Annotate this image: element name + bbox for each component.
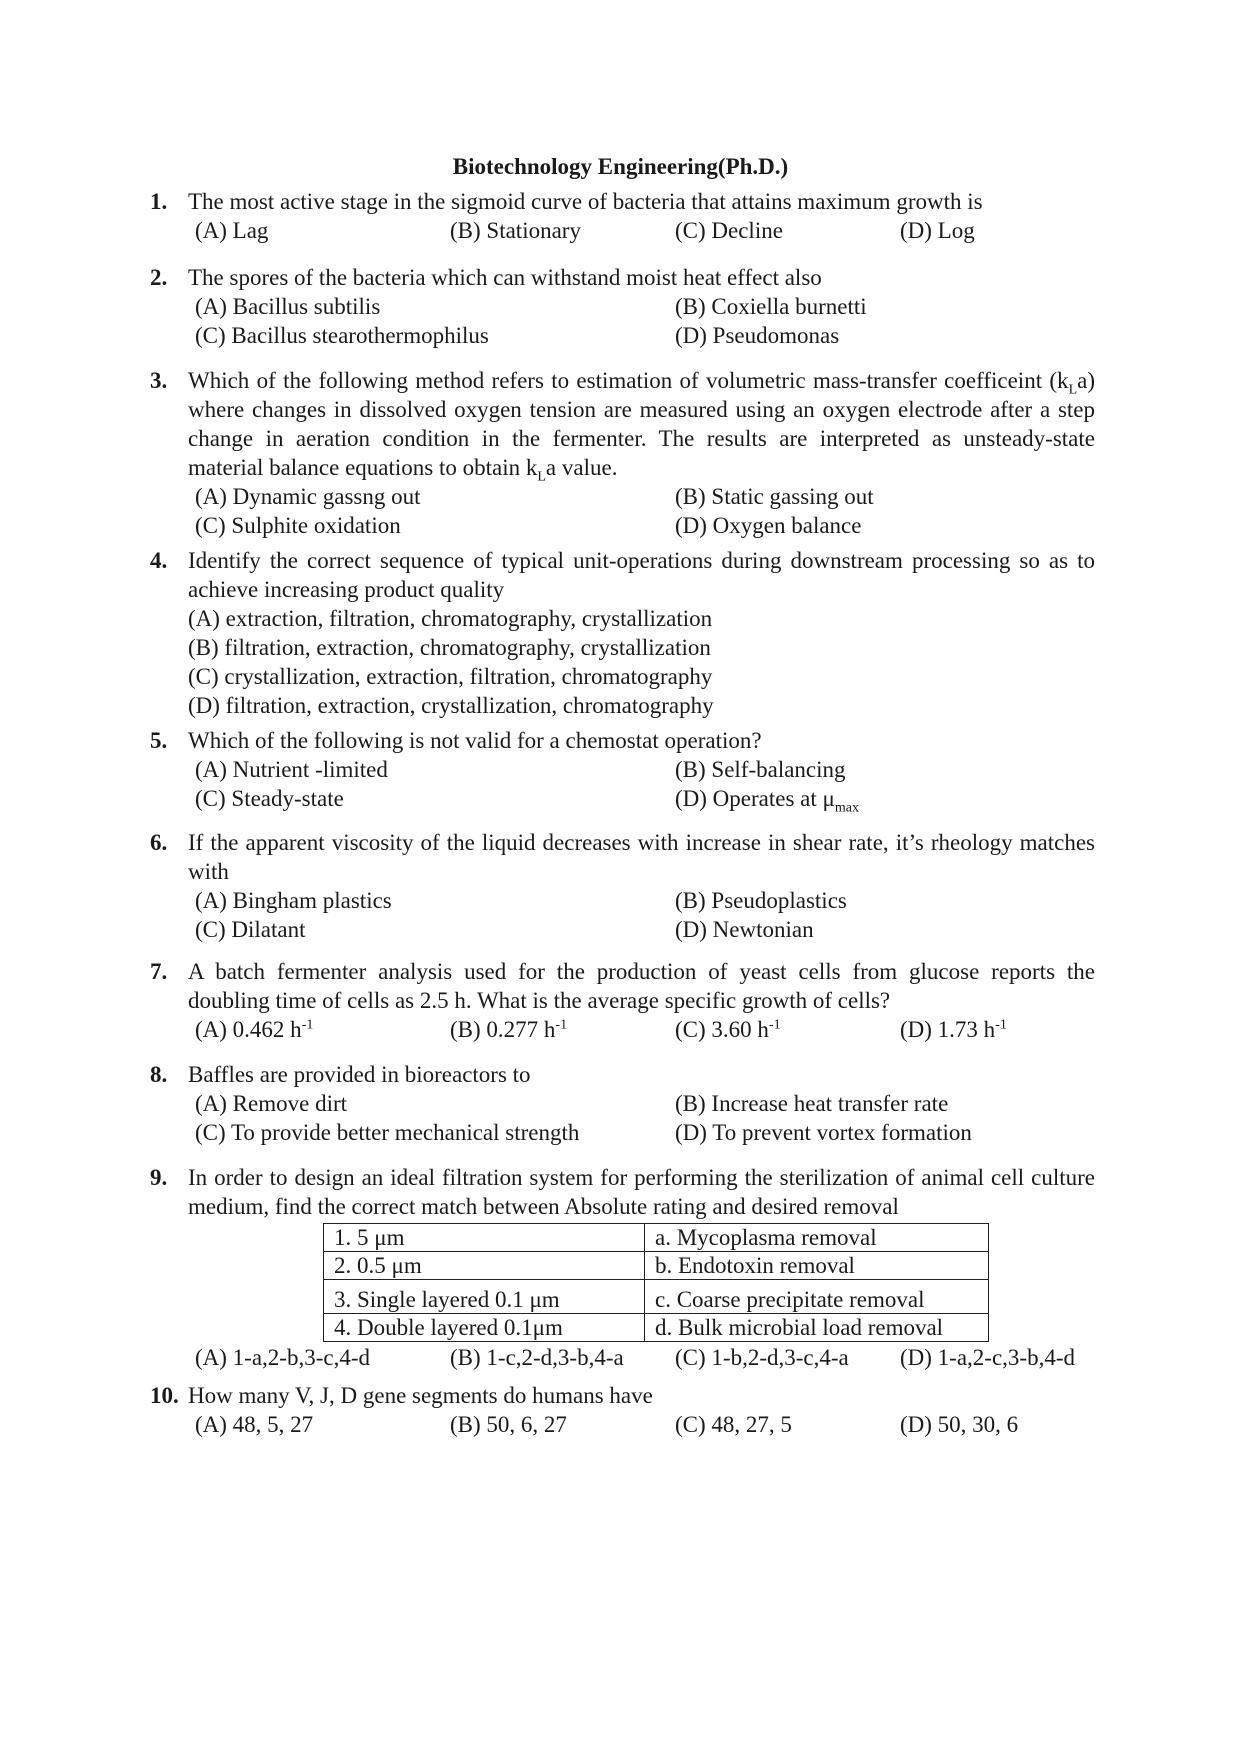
question-text: Identify the correct sequence of typical unit-operations during downstream processing so as to achieve increasing product quality <box>188 548 1095 602</box>
question-10 <box>150 1381 1095 1439</box>
option-b[interactable]: (B) 0.277 $h^{-1}$ <box>450 1017 568 1042</box>
option-c[interactable]: (C) crystallization, extraction, filtration, chromatography <box>188 664 713 689</box>
option-a[interactable]: (A) Bingham plastics <box>195 888 392 913</box>
options-row <box>195 915 1095 944</box>
option-c[interactable]: (C) Dilatant <box>195 917 306 942</box>
options-row <box>195 886 1095 915</box>
question-4 <box>150 546 1095 720</box>
option-d[interactable]: (D) 50, 30, 6 <box>900 1412 1019 1437</box>
options-row <box>195 292 1095 321</box>
option-b[interactable]: (B) 50, 6, 27 <box>450 1412 567 1437</box>
option-d[interactable]: (D) Pseudomonas <box>675 323 840 348</box>
options-row <box>195 1089 1095 1118</box>
question-text: The spores of the bacteria which can withstand moist heat effect also <box>188 265 822 290</box>
page-title: Biotechnology Engineering(Ph.D.) <box>452 154 789 179</box>
option-b[interactable]: (B) Coxiella burnetti <box>675 294 867 319</box>
option-c[interactable]: (C) 1-b,2-d,3-c,4-a <box>675 1345 849 1370</box>
table-row <box>324 1252 989 1280</box>
option-a[interactable]: (A) Lag <box>195 218 269 243</box>
match-table <box>323 1223 989 1342</box>
option-c[interactable]: (C) To provide better mechanical strength <box>195 1120 580 1145</box>
question-8 <box>150 1060 1095 1147</box>
question-text: Baffles are provided in bioreactors to <box>188 1062 531 1087</box>
options-row <box>195 482 1095 511</box>
option-b[interactable]: (B) Static gassing out <box>675 484 874 509</box>
table-cell: c. Coarse precipitate removal <box>645 1280 989 1314</box>
options-list <box>188 604 1095 720</box>
table-row <box>324 1314 989 1342</box>
question-number: 8. <box>150 1062 168 1087</box>
option-d[interactable]: (D) Operates at $\mu_{max}$ <box>675 786 859 816</box>
option-c[interactable]: (C) 48, 27, 5 <box>675 1412 792 1437</box>
table-cell: 1. 5 μm <box>324 1224 645 1252</box>
table-cell: 4. Double layered 0.1μm <box>324 1314 645 1342</box>
options-row <box>195 1343 1095 1372</box>
option-a[interactable]: (A) Dynamic gassng out <box>195 484 421 509</box>
question-number: 7. <box>150 959 168 984</box>
option-b[interactable]: (B) 1-c,2-d,3-b,4-a <box>450 1345 624 1370</box>
option-d[interactable]: (D) filtration, extraction, crystallization, chromatography <box>188 693 714 718</box>
option-b[interactable]: (B) filtration, extraction, chromatography, crystallization <box>188 635 711 660</box>
option-d[interactable]: (D) Newtonian <box>675 917 814 942</box>
question-number: 5. <box>150 728 168 753</box>
question-1 <box>150 187 1095 245</box>
option-c[interactable]: (C) Decline <box>675 218 783 243</box>
options-row <box>195 1015 1095 1044</box>
option-d[interactable]: (D) 1.73 $h^{-1}$ <box>900 1017 1007 1042</box>
table-cell: a. Mycoplasma removal <box>645 1224 989 1252</box>
options-row <box>195 321 1095 350</box>
option-b[interactable]: (B) Self-balancing <box>675 757 846 782</box>
question-7 <box>150 957 1095 1044</box>
question-text: Which of the following method refers to estimation of volumetric mass-transfer coefficeint $(k_La)$ where changes in dissolved oxygen tension are measured using an oxygen electrode after a step change in aeration condition in the fermenter. The results are interpreted as unsteady-state material balance equations to obtain $k_La$ value. <box>188 368 1095 485</box>
option-b[interactable]: (B) Stationary <box>450 218 581 243</box>
option-b[interactable]: (B) Pseudoplastics <box>675 888 847 913</box>
question-text: The most active stage in the sigmoid curve of bacteria that attains maximum growth is <box>188 189 983 214</box>
question-2 <box>150 263 1095 350</box>
question-text: Which of the following is not valid for a chemostat operation? <box>188 728 762 753</box>
option-d[interactable]: (D) Oxygen balance <box>675 513 862 538</box>
question-number: 9. <box>150 1165 168 1190</box>
option-b[interactable]: (B) Increase heat transfer rate <box>675 1091 949 1116</box>
options-row <box>195 1410 1095 1439</box>
question-number: 2. <box>150 265 168 290</box>
question-number: 10. <box>150 1383 179 1408</box>
table-cell: 3. Single layered 0.1 μm <box>324 1280 645 1314</box>
option-d[interactable]: (D) Log <box>900 218 975 243</box>
option-c[interactable]: (C) 3.60 $h^{-1}$ <box>675 1017 781 1042</box>
question-number: 1. <box>150 189 168 214</box>
options-row <box>195 216 1095 245</box>
question-number: 6. <box>150 830 168 855</box>
option-c[interactable]: (C) Steady-state <box>195 786 344 811</box>
table-cell: b. Endotoxin removal <box>645 1252 989 1280</box>
question-text: In order to design an ideal filtration system for performing the sterilization of animal cell culture medium, find the correct match between Absolute rating and desired removal <box>188 1165 1095 1219</box>
option-a[interactable]: (A) 0.462 $h^{-1}$ <box>195 1017 314 1042</box>
option-a[interactable]: (A) 48, 5, 27 <box>195 1412 314 1437</box>
option-c[interactable]: (C) Bacillus stearothermophilus <box>195 323 489 348</box>
option-c[interactable]: (C) Sulphite oxidation <box>195 513 401 538</box>
table-cell: 2. 0.5 μm <box>324 1252 645 1280</box>
option-a[interactable]: (A) Bacillus subtilis <box>195 294 381 319</box>
table-row <box>324 1224 989 1252</box>
options-row <box>195 784 1095 816</box>
options-row <box>195 511 1095 540</box>
option-d[interactable]: (D) To prevent vortex formation <box>675 1120 972 1145</box>
question-3 <box>150 366 1095 540</box>
question-number: 4. <box>150 548 168 573</box>
question-number: 3. <box>150 368 168 393</box>
question-text: A batch fermenter analysis used for the production of yeast cells from glucose reports the doubling time of cells as 2.5 h. What is the average specific growth of cells? <box>188 959 1095 1013</box>
question-6 <box>150 828 1095 944</box>
option-a[interactable]: (A) 1-a,2-b,3-c,4-d <box>195 1345 370 1370</box>
option-a[interactable]: (A) extraction, filtration, chromatography, crystallization <box>188 606 713 631</box>
question-text: If the apparent viscosity of the liquid decreases with increase in shear rate, it’s rheology matches with <box>188 830 1095 884</box>
table-row <box>324 1280 989 1314</box>
option-a[interactable]: (A) Nutrient -limited <box>195 757 388 782</box>
question-text: How many V, J, D gene segments do humans have <box>188 1383 653 1408</box>
table-cell: d. Bulk microbial load removal <box>645 1314 989 1342</box>
options-row <box>195 755 1095 784</box>
options-row <box>195 1118 1095 1147</box>
question-5 <box>150 726 1095 816</box>
option-a[interactable]: (A) Remove dirt <box>195 1091 348 1116</box>
question-9 <box>150 1163 1095 1372</box>
option-d[interactable]: (D) 1-a,2-c,3-b,4-d <box>900 1345 1075 1370</box>
